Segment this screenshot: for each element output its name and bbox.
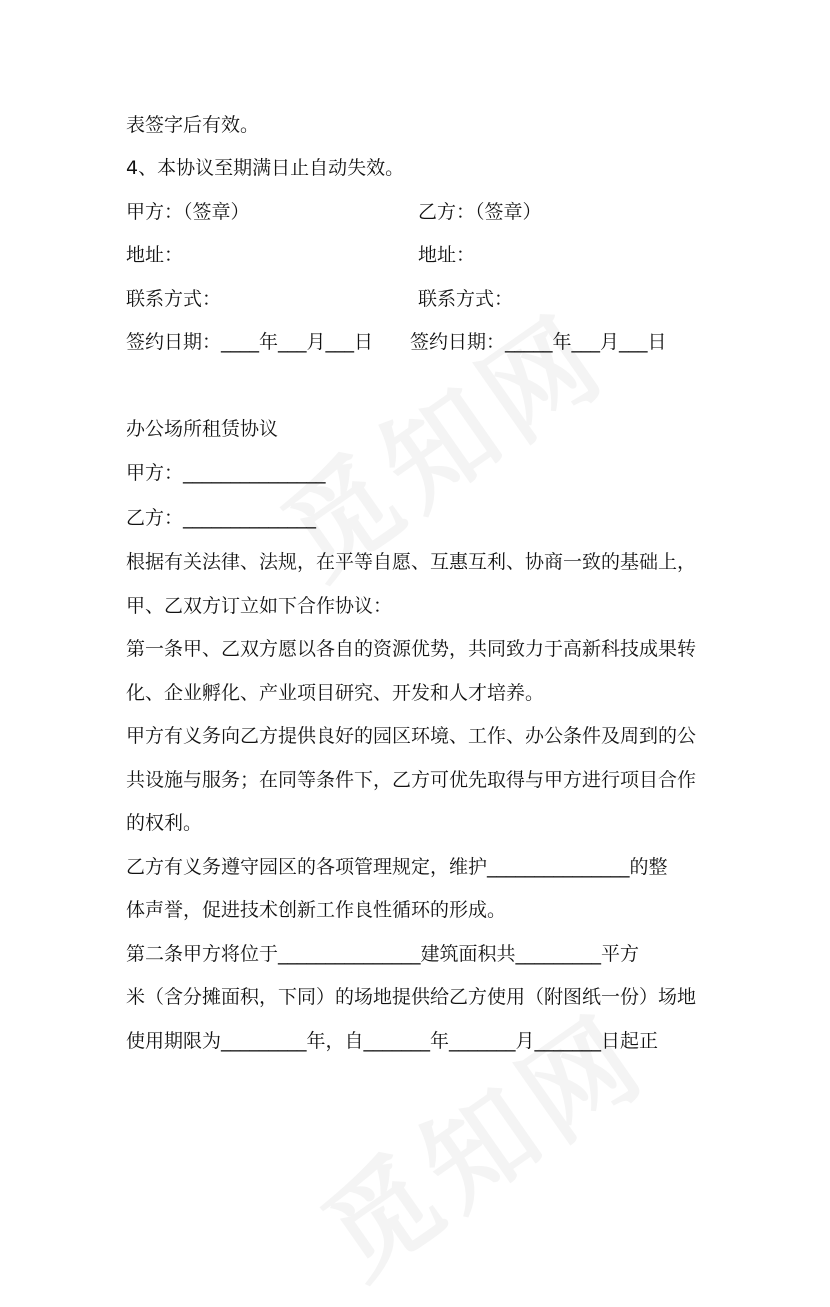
party-b-sign-date: 签约日期：_____年___月___日: [410, 331, 667, 353]
body-line: 体声誉，促进技术创新工作良性循环的形成。: [126, 899, 507, 921]
party-b-address: 地址：: [418, 244, 476, 266]
body-line: 甲、乙双方订立如下合作协议：: [126, 595, 393, 617]
body-line: 根据有关法律、法规，在平等自愿、互惠互利、协商一致的基础上，: [126, 551, 697, 573]
body-line: 乙方有义务遵守园区的各项管理规定，维护_______________的整: [126, 856, 668, 878]
party-a-sign-date: 签约日期：____年___月___日: [126, 331, 374, 353]
document-title: 办公场所租赁协议: [126, 418, 279, 440]
body-line: 使用期限为_________年，自_______年_______月_______日起正: [126, 1030, 659, 1052]
party-b-field: 乙方：______________: [126, 507, 317, 529]
party-b-contact: 联系方式：: [418, 288, 514, 310]
text-line: 表签字后有效。: [126, 114, 260, 136]
party-b-signature: 乙方：（签章）: [418, 201, 542, 223]
body-line: 第二条甲方将位于_______________建筑面积共_________平方: [126, 943, 640, 965]
text-line: 4、本协议至期满日止自动失效。: [126, 157, 405, 179]
body-line: 的权利。: [126, 812, 203, 834]
body-line: 米（含分摊面积，下同）的场地提供给乙方使用（附图纸一份）场地: [126, 986, 697, 1008]
body-line: 化、企业孵化、产业项目研究、开发和人才培养。: [126, 682, 545, 704]
party-a-contact: 联系方式：: [126, 288, 222, 310]
body-line: 甲方有义务向乙方提供良好的园区环境、工作、办公条件及周到的公: [126, 725, 697, 747]
party-a-signature: 甲方：（签章）: [126, 201, 250, 223]
watermark-bottom: [287, 971, 673, 1307]
party-a-address: 地址：: [126, 244, 184, 266]
party-a-field: 甲方：_______________: [126, 462, 326, 484]
body-line: 共设施与服务；在同等条件下，乙方可优先取得与甲方进行项目合作: [126, 769, 697, 791]
body-line: 第一条甲、乙双方愿以各自的资源优势，共同致力于高新科技成果转: [126, 638, 697, 660]
